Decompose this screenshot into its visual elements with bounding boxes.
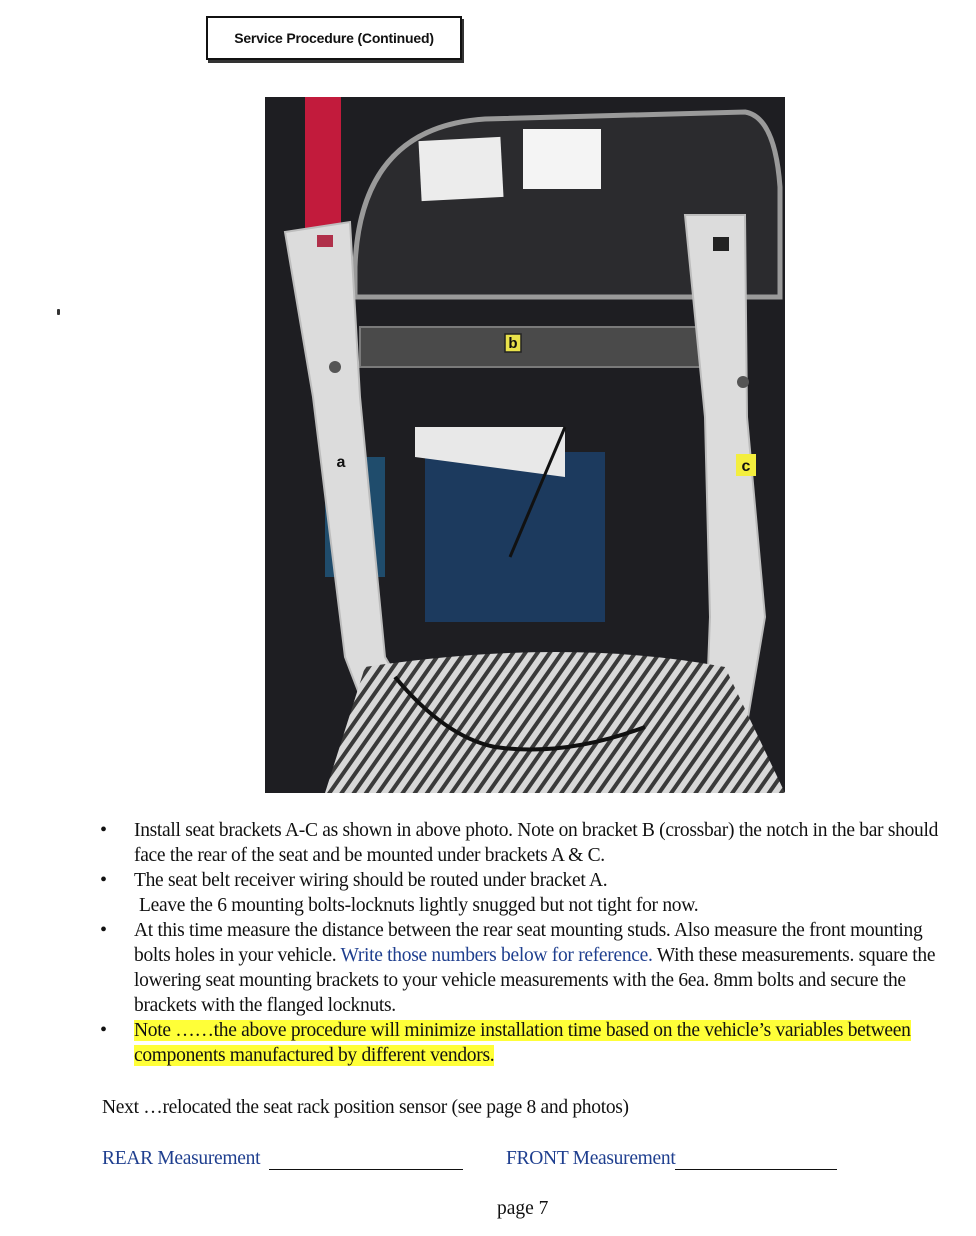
instruction-text: The seat belt receiver wiring should be routed under bracket A. [134,870,608,891]
instruction-text-continued: With these measurements. square the lowering seat mounting brackets to your vehicle measurements with the 6ea. 8mm bolts and secure the brackets with the flanged locknuts. [134,945,936,1016]
rear-measurement-label: REAR Measurement [102,1148,261,1169]
next-step-text: Next …relocated the seat rack position sensor (see page 8 and photos) [102,1097,629,1118]
photo-illustration [265,97,785,793]
rear-measurement-field[interactable] [269,1149,463,1170]
rear-measurement [102,1148,463,1170]
instruction-list [100,818,950,1068]
instruction-text: Install seat brackets A-C as shown in above photo. Note on bracket B (crossbar) the notch in the bar should face the rear of the seat and be mounted under brackets A & C. [134,820,939,866]
front-measurement [506,1148,837,1170]
label-a: a [336,454,346,471]
list-item [100,918,950,1018]
reference-note: Write those numbers below for reference. [340,945,653,966]
front-measurement-label: FRONT Measurement [506,1148,676,1169]
instruction-text: At this time measure the distance between the rear seat mounting studs. Also measure the front mounting bolts holes in your vehicle. [134,920,923,966]
section-header [206,16,462,60]
list-item [100,868,950,918]
label-c: c [741,458,751,475]
highlighted-note: Note ……the above procedure will minimize installation time based on the vehicle’s variables between components manufactured by different vendors. [134,1020,911,1066]
front-measurement-field[interactable] [675,1149,837,1170]
list-item [100,1018,950,1068]
seat-bracket-photo [265,97,785,793]
section-header-title: Service Procedure (Continued) [234,30,434,46]
list-item [100,818,950,868]
scan-mark [57,309,60,315]
page-number: page 7 [497,1198,549,1219]
instruction-subtext: Leave the 6 mounting bolts-locknuts lightly snugged but not tight for now. [139,895,699,916]
label-b: b [508,335,518,352]
